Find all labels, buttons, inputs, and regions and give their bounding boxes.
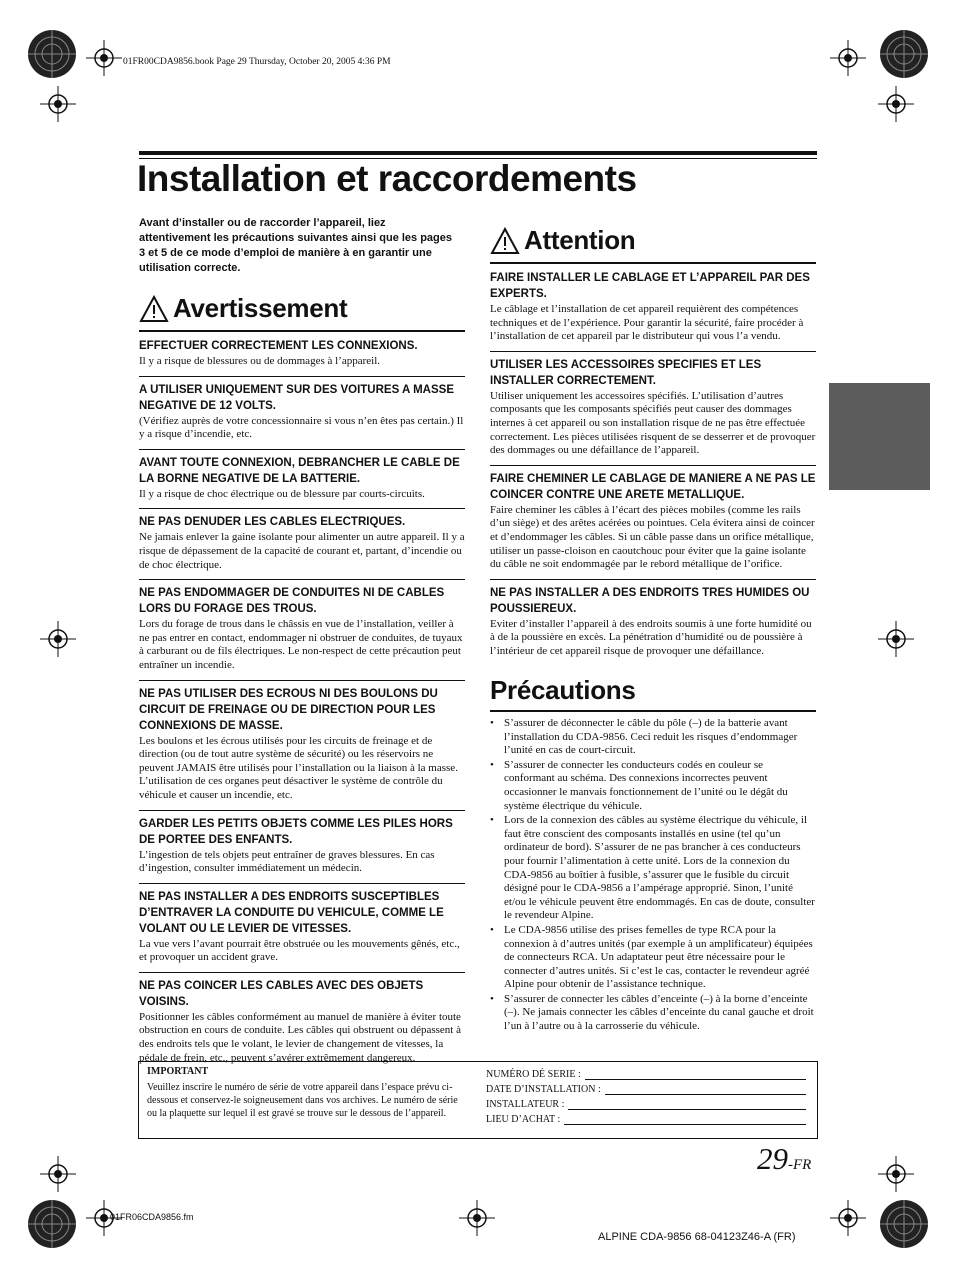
warning-item-heading: A UTILISER UNIQUEMENT SUR DES VOITURES A MASSE NEGATIVE DE 12 VOLTS. bbox=[139, 383, 454, 412]
precaution-item: • Le CDA-9856 utilise des prises femelles de type RCA pour la connexion à d’autres unités (par exemple à un amplificateur) équipées de connecteurs RCA. Un adaptateur peut être nécessaire pour le connecter d’autres unités. Si c’est le cas, contacter le revendeur agréé Alpine pour obtenir de l’assistance technique. bbox=[490, 924, 816, 992]
attention-item bbox=[490, 268, 816, 344]
crosshair-mark bbox=[878, 1156, 914, 1192]
warning-item-heading: GARDER LES PETITS OBJETS COMME LES PILES HORS DE PORTEE DES ENFANTS. bbox=[139, 817, 453, 846]
precaution-item: • Lors de la connexion des câbles au système électrique du véhicule, il faut être conscient des composants installés en usine (tel qu’un ordinateur de bord). S’assurer de ne pas brancher à ces conducteurs pour fournir l’alimentation à cette unité. Lors de la connexion du CDA-9856 au boîtier à fusible, s’assurer que le fusible du circuit désigné pour le CDA-9856 a l’ampérage approprié. Sinon, l’unité et/ou le véhicule peuvent être endommagés. En cas de doute, consulter le revendeur Alpine. bbox=[490, 814, 816, 923]
precaution-item: • S’assurer de déconnecter le câble du pôle (–) de la batterie avant l’installation du CDA-9856. Ceci reduit les risques d’endommager l’unité en cas de court-circuit. bbox=[490, 717, 816, 758]
warning-item bbox=[139, 449, 465, 502]
attention-heading-rule bbox=[490, 262, 816, 264]
precautions-section bbox=[490, 675, 816, 1035]
precautions-list bbox=[490, 717, 816, 1034]
warning-item bbox=[139, 883, 465, 965]
form-field-label: DATE D’INSTALLATION : bbox=[486, 1084, 601, 1095]
form-field-label: INSTALLATEUR : bbox=[486, 1099, 565, 1110]
precautions-heading-rule bbox=[490, 710, 816, 712]
warning-item-text: Lors du forage de trous dans le châssis en vue de l’installation, veiller à ne pas entrer en contact, endommager ni obstruer de conduites, de tuyaux à carburant ou de fils électriques. Le non-respect de cette précaution peut entraîner un incendie. bbox=[139, 618, 463, 671]
warning-item-heading: AVANT TOUTE CONNEXION, DEBRANCHER LE CABLE DE LA BORNE NEGATIVE DE LA BATTERIE. bbox=[139, 456, 460, 485]
warning-item bbox=[139, 972, 465, 1065]
warning-item-text: Positionner les câbles conformément au manuel de manière à éviter toute obstruction en cours de conduite. Les câbles qui obstruent ou dépassent à des endroits tels que le volant, le levier de changement de vitesses, la pédale de frein, etc., peuvent s’avérer extrêmement dangereux. bbox=[139, 1010, 461, 1064]
precaution-item: • S’assurer de connecter les câbles d’enceinte (–) à la borne d’enceinte (–). Ne jamais connecter les câbles d’enceinte du canal gauche et droit l’un à l’autre ou à la carrosserie du véhicule. bbox=[490, 993, 816, 1034]
crosshair-mark bbox=[459, 1200, 495, 1236]
form-field-line[interactable] bbox=[564, 1113, 806, 1125]
form-field-label: LIEU D’ACHAT : bbox=[486, 1114, 561, 1125]
warning-item-heading: NE PAS INSTALLER A DES ENDROITS SUSCEPTIBLES D’ENTRAVER LA CONDUITE DU VEHICULE, COMME LE VOLANT OU LE LEVIER DE VITESSES. bbox=[139, 890, 444, 935]
form-field-line[interactable] bbox=[605, 1083, 806, 1095]
warning-heading-rule bbox=[139, 330, 465, 332]
crosshair-mark bbox=[878, 621, 914, 657]
registration-disc-mark bbox=[24, 1196, 80, 1252]
attention-item-text: Eviter d’installer l’appareil à des endroits soumis à une forte humidité ou à de la poussière en excès. La pénétration d’humidité ou de poussière à l’intérieur de cet appareil risque de provoquer une défaillance. bbox=[490, 617, 812, 657]
warning-item-text: (Vérifiez auprès de votre concessionnaire si vous n’en êtes pas certain.) Il y a risque d’incendie, etc. bbox=[139, 414, 464, 441]
precaution-item: • S’assurer de connecter les conducteurs codés en couleur se conformant au schéma. Des connexions incorrectes peuvent occasionner le manvais fonctionnement de l’unité ou le dégât du système électrique du véhicule. bbox=[490, 759, 816, 813]
crosshair-mark bbox=[40, 1156, 76, 1192]
warning-item bbox=[139, 680, 465, 803]
page-title: Installation et raccordements bbox=[137, 158, 637, 199]
attention-heading: Attention bbox=[490, 225, 816, 256]
form-field-row bbox=[486, 1110, 806, 1125]
crosshair-mark bbox=[40, 621, 76, 657]
page-number: 29-FR bbox=[757, 1141, 812, 1176]
title-rule-thick bbox=[139, 151, 817, 155]
warning-item bbox=[139, 376, 465, 442]
crosshair-mark bbox=[878, 86, 914, 122]
important-box bbox=[138, 1061, 818, 1139]
warning-item-text: Il y a risque de choc électrique ou de blessure par courts-circuits. bbox=[139, 487, 425, 500]
precautions-heading: Précautions bbox=[490, 675, 636, 705]
registration-disc-mark bbox=[876, 26, 932, 82]
attention-item-heading: FAIRE INSTALLER LE CABLAGE ET L’APPAREIL PAR DES EXPERTS. bbox=[490, 272, 810, 300]
attention-item bbox=[490, 465, 816, 572]
attention-item-text: Le câblage et l’installation de cet appareil requièrent des compétences techniques et de l’expérience. Pour garantir la sécurité, faire procéder à l’installation de cet appareil par le distributeur qui vous l’a vendu. bbox=[490, 303, 804, 343]
warning-item bbox=[139, 810, 465, 876]
footer-model: ALPINE CDA-9856 68-04123Z46-A (FR) bbox=[598, 1231, 796, 1243]
warning-item-text: L’ingestion de tels objets peut entraîner de graves blessures. En cas d’ingestion, consulter immédiatement un médecin. bbox=[139, 848, 435, 875]
crosshair-mark bbox=[830, 1200, 866, 1236]
warning-item-heading: NE PAS UTILISER DES ECROUS NI DES BOULONS DU CIRCUIT DE FREINAGE OU DE DIRECTION POUR LES CONNEXIONS DE MASSE. bbox=[139, 687, 438, 732]
attention-item-heading: FAIRE CHEMINER LE CABLAGE DE MANIERE A NE PAS LE COINCER CONTRE UNE ARETE METALLIQUE. bbox=[490, 472, 816, 501]
attention-item bbox=[490, 351, 816, 458]
warning-item-heading: NE PAS COINCER LES CABLES AVEC DES OBJETS VOISINS. bbox=[139, 979, 424, 1008]
warning-item-text: Ne jamais enlever la gaine isolante pour alimenter un autre appareil. Il y a risque de dépassement de la capacité de courant et, partant, d’incendie ou de choc électrique. bbox=[139, 531, 465, 571]
form-field-line[interactable] bbox=[585, 1068, 806, 1080]
crosshair-mark bbox=[86, 40, 122, 76]
section-tab bbox=[829, 383, 930, 490]
header-file-info: 01FR00CDA9856.book Page 29 Thursday, October 20, 2005 4:36 PM bbox=[123, 57, 391, 67]
warning-heading: Avertissement bbox=[139, 293, 465, 324]
warning-item bbox=[139, 579, 465, 672]
registration-form bbox=[486, 1065, 806, 1125]
attention-item-text: Faire cheminer les câbles à l’écart des pièces mobiles (comme les rails d’un siège) et des arêtes acérées ou pointues. Cela évitera ainsi de coincer et d’endommager les câbles. Si un câble passe dans un orifice métallique, utiliser un passe-cloison en caoutchouc pour éviter que la gaine isolante du câble ne soit endommagée par le rebord métallique de l’orifice. bbox=[490, 503, 815, 571]
attention-item bbox=[490, 579, 816, 659]
warning-item-text: Il y a risque de blessures ou de dommages à l’appareil. bbox=[139, 355, 381, 367]
warning-item-text: Les boulons et les écrous utilisés pour les circuits de freinage et de direction (ou de tout autre système de sécurité) ou les réservoirs ne peuvent JAMAIS être utilisés pour l’installation ou la liaison à la masse. L’utilisation de ces organes peut désactiver le système de contrôle du véhicule et causer un incendie, etc. bbox=[139, 734, 458, 801]
warning-item-heading: NE PAS ENDOMMAGER DE CONDUITES NI DE CABLES LORS DU FORAGE DES TROUS. bbox=[139, 587, 445, 616]
warning-triangle-icon bbox=[490, 227, 520, 255]
attention-item-text: Utiliser uniquement les accessoires spécifiés. L’utilisation d’autres composants que les composants spécifiés peut causer des dommages internes à cet appareil ou son installation risque de ne pas être effectuée correctement. Les pièces utilisées risquent de se desserrer et de provoquer des dommages ou une défaillance de l’appareil. bbox=[490, 389, 816, 457]
warning-item-heading: NE PAS DENUDER LES CABLES ELECTRIQUES. bbox=[139, 516, 406, 529]
important-label: IMPORTANT bbox=[147, 1066, 209, 1077]
registration-disc-mark bbox=[876, 1196, 932, 1252]
form-field-row bbox=[486, 1080, 806, 1095]
form-field-row bbox=[486, 1095, 806, 1110]
attention-item-heading: UTILISER LES ACCESSOIRES SPECIFIES ET LES INSTALLER CORRECTEMENT. bbox=[490, 358, 762, 387]
form-field-label: NUMÉRO DÉ SERIE : bbox=[486, 1069, 581, 1080]
warning-item bbox=[139, 336, 465, 369]
attention-section bbox=[490, 225, 816, 666]
warning-item bbox=[139, 508, 465, 572]
warning-item-text: La vue vers l’avant pourrait être obstruée ou les mouvements gênés, etc., et provoquer un accident grave. bbox=[139, 937, 460, 964]
footer-file: 01FR06CDA9856.fm bbox=[110, 1212, 194, 1222]
crosshair-mark bbox=[40, 86, 76, 122]
registration-disc-mark bbox=[24, 26, 80, 82]
form-field-line[interactable] bbox=[568, 1098, 806, 1110]
crosshair-mark bbox=[830, 40, 866, 76]
attention-item-heading: NE PAS INSTALLER A DES ENDROITS TRES HUMIDES OU POUSSIEREUX. bbox=[490, 586, 810, 615]
important-text: Veuillez inscrire le numéro de série de votre appareil dans l’espace prévu ci-dessous et conservez-le soigneusement dans vos archives. Le numéro de série ou la plaquette sur lequel il est gravé se trouve sur le dessous de l’appareil. bbox=[147, 1082, 458, 1119]
warning-item-heading: EFFECTUER CORRECTEMENT LES CONNEXIONS. bbox=[139, 340, 418, 352]
warning-section bbox=[139, 293, 465, 1072]
warning-triangle-icon bbox=[139, 295, 169, 323]
intro-text: Avant d’installer ou de raccorder l’appareil, liez attentivement les précautions suivantes ainsi que les pages 3 et 5 de ce mode d’emploi de manière à en garantir une utilisation correcte. bbox=[139, 217, 453, 274]
form-field-row bbox=[486, 1065, 806, 1080]
